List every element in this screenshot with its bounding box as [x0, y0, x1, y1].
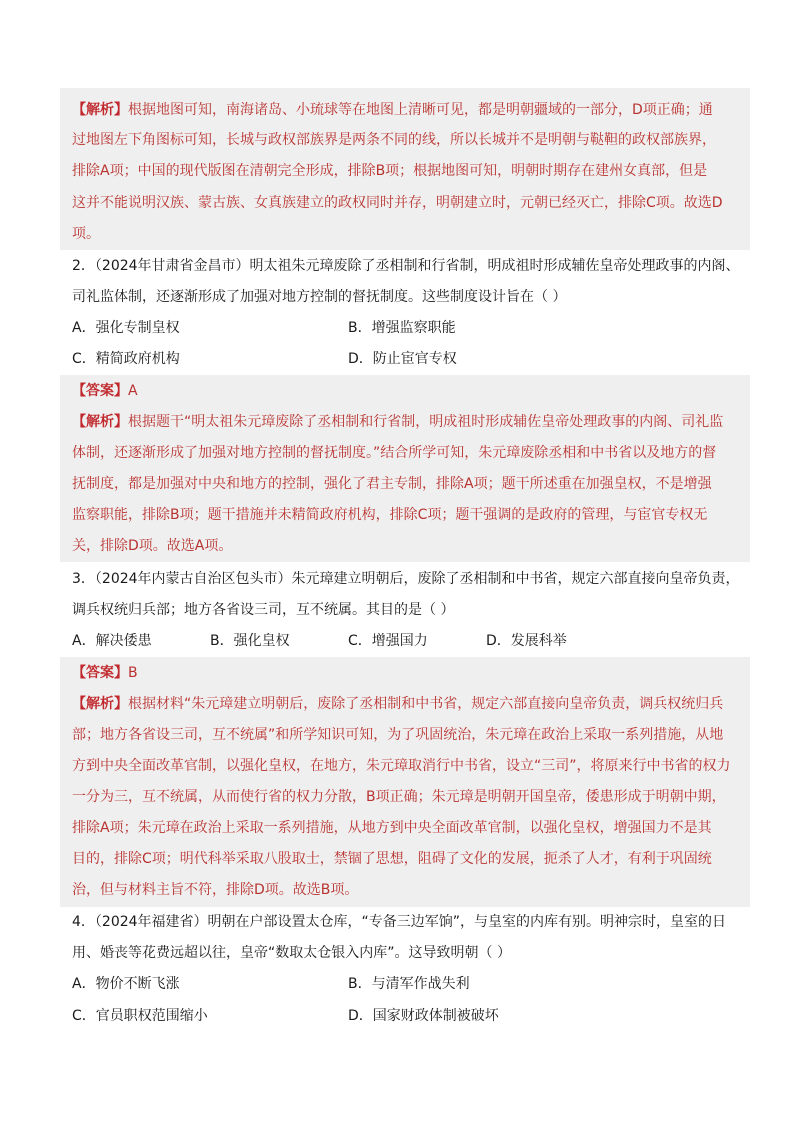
q1-analysis-line-3: 排除A项；中国的现代版图在清朝完全形成，排除B项；根据地图可知，明朝时期存在建州女真部，但是 — [72, 163, 708, 179]
q3-analysis-line-5: 排除A项；朱元璋在政治上采取一系列措施，从地方到中央全面改革官制，以强化皇权，增强国力不是其 — [72, 820, 712, 836]
q1-analysis-line-1: 【解析】根据地图可知，南海诸岛、小琉球等在地图上清晰可见，都是明朝疆域的一部分，D项正确；通 — [72, 102, 713, 118]
q1-analysis-line-5: 项。 — [72, 226, 100, 242]
q1-analysis-line-2: 过地图左下角图标可知，长城与政权部族界是两条不同的线，所以长城并不是明朝与鞑靼的政权部族界， — [72, 132, 716, 148]
q2-analysis-line-1: 【解析】根据题干“明太祖朱元璋废除了丞相制和行省制，明成祖时形成辅佐皇帝处理政事的内阁、司礼监 — [72, 414, 724, 430]
q3-analysis-line-4: 一分为三，互不统属，从而使行省的权力分散，B项正确；朱元璋是明朝开国皇帝，倭患形成于明朝中期， — [72, 789, 726, 805]
q4-option-b[interactable]: B．与清军作战失利 — [348, 976, 470, 992]
q3-analysis-line-1: 【解析】根据材料“朱元璋建立明朝后，废除了丞相制和中书省，规定六部直接向皇帝负责，调兵权统归兵 — [72, 696, 724, 712]
q2-stem-line-2: 司礼监体制，还逐渐形成了加强对地方控制的督抚制度。这些制度设计旨在（ ） — [72, 289, 567, 305]
q2-option-c[interactable]: C．精简政府机构 — [72, 351, 180, 367]
q1-analysis-line-4: 这并不能说明汉族、蒙古族、女真族建立的政权同时并存，明朝建立时，元朝已经灭亡，排除C项。故选D — [72, 195, 723, 211]
q4-stem-line-2: 用、婚丧等花费远超以往，皇帝“数取太仓银入内库”。这导致明朝（ ） — [72, 945, 511, 961]
q4-option-a[interactable]: A．物价不断飞涨 — [72, 976, 180, 992]
q4-option-d[interactable]: D．国家财政体制被破坏 — [348, 1008, 499, 1024]
q2-answer-box — [60, 375, 750, 562]
q3-stem-line-2: 调兵权统归兵部；地方各省设三司，互不统属。其目的是（ ） — [72, 602, 455, 618]
analysis-tag: 【解析】 — [72, 696, 128, 712]
analysis-tag: 【解析】 — [72, 414, 128, 430]
q3-analysis-line-7: 治，但与材料主旨不符，排除D项。故选B项。 — [72, 882, 359, 898]
q3-analysis-line-3: 方到中央全面改革官制，以强化皇权，在地方，朱元璋取消行中书省，设立“三司”，将原来行中书省的权力 — [72, 758, 731, 774]
q2-option-d[interactable]: D．防止宦官专权 — [348, 351, 457, 367]
q3-option-a[interactable]: A．解决倭患 — [72, 633, 152, 649]
q3-option-b[interactable]: B．强化皇权 — [210, 633, 290, 649]
answer-tag: 【答案】 — [72, 665, 128, 681]
answer-tag: 【答案】 — [72, 383, 128, 399]
q2-option-a[interactable]: A．强化专制皇权 — [72, 320, 180, 336]
q2-analysis-line-2: 体制，还逐渐形成了加强对地方控制的督抚制度。”结合所学可知，朱元璋废除丞相和中书省以及地方的督 — [72, 445, 717, 461]
q3-option-d[interactable]: D．发展科举 — [486, 633, 567, 649]
q3-stem-line-1: 3．（2024年内蒙古自治区包头市）朱元璋建立明朝后，废除了丞相制和中书省，规定六部直接向皇帝负责， — [72, 571, 740, 587]
q2-answer: 【答案】A — [72, 383, 138, 399]
q2-analysis-line-4: 监察职能，排除B项；题干措施并未精简政府机构，排除C项；题干强调的是政府的管理，与宦官专权无 — [72, 507, 708, 523]
q2-analysis-line-5: 关，排除D项。故选A项。 — [72, 538, 233, 554]
q4-stem-line-1: 4．（2024年福建省）明朝在户部设置太仓库，“专备三边军饷”，与皇室的内库有别。明神宗时，皇室的日 — [72, 914, 727, 930]
q2-analysis-line-3: 抚制度，都是加强对中央和地方的控制，强化了君主专制，排除A项；题干所述重在加强皇权，不是增强 — [72, 476, 712, 492]
analysis-tag: 【解析】 — [72, 102, 128, 118]
q2-stem-line-1: 2．（2024年甘肃省金昌市）明太祖朱元璋废除了丞相制和行省制，明成祖时形成辅佐皇帝处理政事的内阁、 — [72, 258, 740, 274]
q3-option-c[interactable]: C．增强国力 — [348, 633, 428, 649]
q2-option-b[interactable]: B．增强监察职能 — [348, 320, 456, 336]
q3-analysis-line-6: 目的，排除C项；明代科举采取八股取士，禁锢了思想，阻碍了文化的发展，扼杀了人才，有利于巩固统 — [72, 851, 712, 867]
q3-answer: 【答案】B — [72, 665, 138, 681]
q4-option-c[interactable]: C．官员职权范围缩小 — [72, 1008, 208, 1024]
q3-analysis-line-2: 部；地方各省设三司，互不统属”和所学知识可知，为了巩固统治，朱元璋在政治上采取一系列措施，从地 — [72, 727, 724, 743]
